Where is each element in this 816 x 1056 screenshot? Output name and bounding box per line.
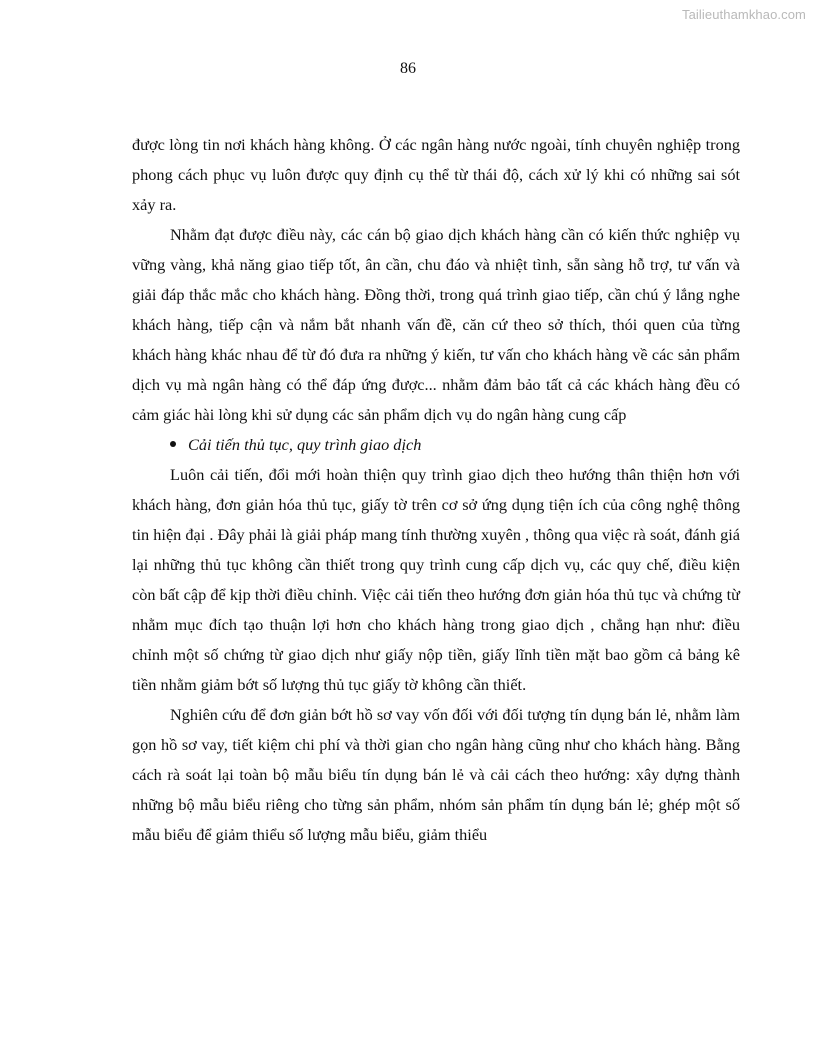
watermark: Tailieuthamkhao.com <box>681 7 806 22</box>
bullet-item <box>132 430 740 460</box>
paragraph-1: được lòng tin nơi khách hàng không. Ở các ngân hàng nước ngoài, tính chuyên nghiệp trong phong cách phục vụ luôn được quy định cụ thể từ thái độ, cách xử lý khi có những sai sót xảy ra. <box>132 135 740 214</box>
paragraph-4: Nghiên cứu để đơn giản bớt hồ sơ vay vốn đối với đối tượng tín dụng bán lẻ, nhằm làm gọn hồ sơ vay, tiết kiệm chi phí và thời gian cho ngân hàng cũng như cho khách hàng. Bằng cách rà soát lại toàn bộ mẫu biểu tín dụng bán lẻ và cải cách theo hướng: xây dựng thành những bộ mẫu biểu riêng cho từng sản phẩm, nhóm sản phẩm tín dụng bán lẻ; ghép một số mẫu biểu để giảm thiểu số lượng mẫu biểu, giảm thiểu <box>132 705 740 844</box>
section-heading: Cải tiến thủ tục, quy trình giao dịch <box>188 435 422 454</box>
page-number: 86 <box>400 60 416 77</box>
document-body <box>132 130 740 850</box>
bullet-icon <box>170 441 176 447</box>
paragraph-3: Luôn cải tiến, đổi mới hoàn thiện quy trình giao dịch theo hướng thân thiện hơn với khách hàng, đơn giản hóa thủ tục, giấy tờ trên cơ sở ứng dụng tiện ích của công nghệ thông tin hiện đại . Đây phải là giải pháp mang tính thường xuyên , thông qua việc rà soát, đánh giá lại những thủ tục không cần thiết trong quy trình cung cấp dịch vụ, các quy chế, điều kiện còn bất cập để kịp thời điều chỉnh. Việc cải tiến theo hướng đơn giản hóa thủ tục và chứng từ nhằm mục đích tạo thuận lợi hơn cho khách hàng trong giao dịch , chẳng hạn như: điều chỉnh một số chứng từ giao dịch như giấy nộp tiền, giấy lĩnh tiền mặt bao gồm cả bảng kê tiền nhằm giảm bớt số lượng thủ tục giấy tờ không cần thiết. <box>132 465 740 694</box>
paragraph-2: Nhằm đạt được điều này, các cán bộ giao dịch khách hàng cần có kiến thức nghiệp vụ vững vàng, khả năng giao tiếp tốt, ân cần, chu đáo và nhiệt tình, sẵn sàng hỗ trợ, tư vấn và giải đáp thắc mắc cho khách hàng. Đồng thời, trong quá trình giao tiếp, cần chú ý lắng nghe khách hàng, tiếp cận và nắm bắt nhanh vấn đề, căn cứ theo sở thích, thói quen của từng khách hàng khác nhau để từ đó đưa ra những ý kiến, tư vấn cho khách hàng về các sản phẩm dịch vụ mà ngân hàng có thể đáp ứng được... nhằm đảm bảo tất cả các khách hàng đều có cảm giác hài lòng khi sử dụng các sản phẩm dịch vụ do ngân hàng cung cấp <box>132 225 740 424</box>
